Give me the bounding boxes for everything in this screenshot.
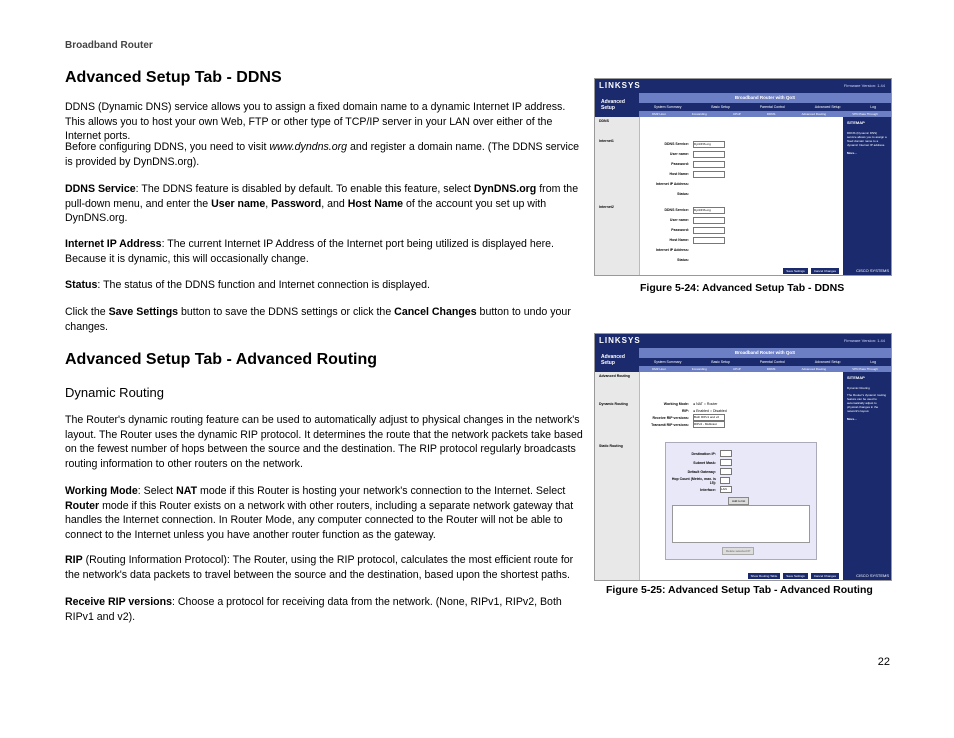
tab-basic-setup-2[interactable]: Basic Setup xyxy=(711,360,730,364)
ddns-before-paragraph: Before configuring DDNS, you need to visit www.dyndns.org and register a domain name. (The DDNS service is provided by DynDNS.org). xyxy=(65,141,580,168)
subtab-dmz-host[interactable]: DMZ Host xyxy=(652,112,666,116)
password-field[interactable] xyxy=(693,161,725,168)
receive-rip-select[interactable]: Both RIPv1 and v2 xyxy=(693,414,725,421)
ddns-service-select[interactable]: DynDNS.org xyxy=(693,141,725,148)
routing-intro: The Router's dynamic routing feature can be used to automatically adjust to physical changes in the network's layout. The Router uses the dynamic RIP protocol. It determines the route that the network packets take based on the fewest number of hops between the source and the destination. The RIP protocol regularly broadcasts routing information to other routers on the network. xyxy=(65,414,583,470)
product-name-2: Broadband Router with QoS xyxy=(639,348,891,358)
subtab-ddns-2[interactable]: DDNS xyxy=(766,367,776,371)
subtab-advanced-routing[interactable]: Advanced Routing xyxy=(801,112,827,116)
ddns-help-text: DDNS (Dynamic DNS) service allows you to assign a fixed domain name to a dynamic Internet IP address. xyxy=(847,131,887,147)
dynamic-routing-subheading: Dynamic Routing xyxy=(65,385,164,400)
rip-paragraph: RIP (Routing Information Protocol): The Router, using the RIP protocol, calculates the most efficient route for the network's data packets to travel between the source and the destination, based upon the shortest paths. xyxy=(65,554,574,581)
subtab-dmz-host-2[interactable]: DMZ Host xyxy=(652,367,666,371)
ddns-button-bar xyxy=(783,267,839,275)
routing-list-box[interactable] xyxy=(672,505,810,543)
internet2-label: Internet2 xyxy=(599,205,614,209)
firmware-version-2: Firmware Version: 1.44 xyxy=(843,338,885,343)
subtab-ddns[interactable]: DDNS xyxy=(766,112,776,116)
figure-5-24-caption: Figure 5-24: Advanced Setup Tab - DDNS xyxy=(640,282,845,294)
nat-radio[interactable]: ● NAT xyxy=(693,401,703,406)
gateway-field[interactable] xyxy=(720,468,732,475)
rip-enabled-radio[interactable]: ● Enabled xyxy=(693,408,709,413)
product-name: Broadband Router with QoS xyxy=(639,93,891,103)
running-header: Broadband Router xyxy=(65,40,153,51)
delete-selected-button[interactable]: Delete selected IP xyxy=(722,547,754,555)
routing-help-text: The Router's dynamic routing feature can be used to automatically adjust to physical changes in the network's layout. xyxy=(847,393,887,413)
tab-parental-control-2[interactable]: Parental Control xyxy=(759,360,786,364)
internet1-label: Internet1 xyxy=(599,139,614,143)
dest-ip-field[interactable] xyxy=(720,450,732,457)
hop-count-field[interactable] xyxy=(720,477,730,484)
subtab-forwarding-2[interactable]: Forwarding xyxy=(691,367,707,371)
status-paragraph: Status: The status of the DDNS function and Internet connection is displayed. xyxy=(65,279,430,291)
tab-system-summary-2[interactable]: System Summary xyxy=(653,360,682,364)
linksys-logo: LINKSYS xyxy=(599,81,641,90)
subtab-forwarding[interactable]: Forwarding xyxy=(691,112,707,116)
ddns-intro: DDNS (Dynamic DNS) service allows you to assign a fixed domain name to a dynamic Internet IP address. This allows you to host your own Web, FTP or other type of TCP/IP server in your LAN over either of the Internet ports. xyxy=(65,101,566,142)
more-link[interactable]: More... xyxy=(847,151,857,155)
section-title: Advanced Setup xyxy=(595,93,639,117)
main-tabs-2 xyxy=(639,358,891,366)
subtab-upnp[interactable]: UPnP xyxy=(732,112,741,116)
routing-heading: Advanced Setup Tab - Advanced Routing xyxy=(65,351,378,368)
subtab-advanced-routing-2[interactable]: Advanced Routing xyxy=(801,367,827,371)
ddns-service-select-2[interactable]: DynDNS.org xyxy=(693,207,725,214)
tab-log[interactable]: Log xyxy=(870,105,877,109)
show-routing-table-button[interactable]: Show Routing Table xyxy=(748,573,781,579)
receive-rip-paragraph: Receive RIP versions: Choose a protocol for receiving data from the network. (None, RIPv1, RIPv2, Both RIPv1 and v2). xyxy=(65,596,562,623)
cancel-changes-button-2[interactable]: Cancel Changes xyxy=(811,573,839,579)
ddns-side-label: DDNS xyxy=(599,119,609,123)
dynamic-routing-form: Working Mode: ● NAT ○ Router RIP: ● Enabled ○ Disabled Receive RIP versions: Both RIPv1 and v2 Transmit RIP versions: RIPv2 - Multicast xyxy=(651,401,727,427)
username-field-2[interactable] xyxy=(693,217,725,224)
more-link-2[interactable]: More... xyxy=(847,417,857,421)
ddns-screenshot xyxy=(594,78,892,276)
save-settings-button-2[interactable]: Save Settings xyxy=(783,573,808,579)
transmit-rip-select[interactable]: RIPv2 - Multicast xyxy=(693,421,725,428)
tab-basic-setup[interactable]: Basic Setup xyxy=(711,105,730,109)
tab-parental-control[interactable]: Parental Control xyxy=(759,105,786,109)
dynamic-routing-label: Dynamic Routing xyxy=(599,402,628,406)
section-title-2: Advanced Setup xyxy=(595,348,639,372)
add-to-list-button[interactable]: Add to list xyxy=(728,497,749,505)
ddns-heading: Advanced Setup Tab - DDNS xyxy=(65,69,282,86)
figure-5-25-caption: Figure 5-25: Advanced Setup Tab - Advanced Routing xyxy=(606,584,873,596)
routing-screenshot xyxy=(594,333,892,581)
save-cancel-paragraph: Click the Save Settings button to save the DDNS settings or click the Cancel Changes button to undo your changes. xyxy=(65,306,571,333)
subtab-upnp-2[interactable]: UPnP xyxy=(732,367,741,371)
tab-system-summary[interactable]: System Summary xyxy=(653,105,682,109)
hostname-field-2[interactable] xyxy=(693,237,725,244)
username-field[interactable] xyxy=(693,151,725,158)
internet1-form: DDNS Service: DynDNS.org User name: Password: Host Name: Internet IP Address: Status: xyxy=(643,139,839,199)
password-field-2[interactable] xyxy=(693,227,725,234)
hostname-field[interactable] xyxy=(693,171,725,178)
screenshot-header-bar-2 xyxy=(595,334,891,348)
main-tabs xyxy=(639,103,891,111)
ddns-help-panel xyxy=(843,117,891,275)
tab-log-2[interactable]: Log xyxy=(870,360,877,364)
save-settings-button[interactable]: Save Settings xyxy=(783,268,808,274)
cisco-logo-2: CISCO SYSTEMS xyxy=(856,573,889,578)
sitemap-label: SITEMAP xyxy=(847,120,865,125)
static-routing-label: Static Routing xyxy=(599,444,623,448)
routing-sidebar xyxy=(595,372,640,580)
linksys-logo-2: LINKSYS xyxy=(599,336,641,345)
routing-help-panel xyxy=(843,372,891,580)
screenshot-header-bar xyxy=(595,79,891,93)
dyndns-link-text: www.dyndns.org xyxy=(269,141,348,153)
routing-button-bar xyxy=(748,572,839,580)
internet2-form: DDNS Service: DynDNS.org User name: Password: Host Name: Internet IP Address: Status: xyxy=(643,205,839,265)
advanced-routing-side-label: Advanced Routing xyxy=(599,374,630,378)
ddns-service-paragraph: DDNS Service: The DDNS feature is disabled by default. To enable this feature, select DynDNS.org from the pull-down menu, and enter the User name, Password, and Host Name of the account you set up with DynDNS.org. xyxy=(65,183,579,224)
sitemap-label-2: SITEMAP xyxy=(847,375,865,380)
subnet-field[interactable] xyxy=(720,459,732,466)
static-routing-panel: Destination IP: Subnet Mask: Default Gateway: Hop Count (Metric, max. is 15): Interface: LAN Add to list Delete selected IP xyxy=(665,442,817,560)
cancel-changes-button[interactable]: Cancel Changes xyxy=(811,268,839,274)
rip-disabled-radio[interactable]: ○ Disabled xyxy=(709,408,727,413)
cisco-logo: CISCO SYSTEMS xyxy=(856,268,889,273)
tab-advanced-setup-2[interactable]: Advanced Setup xyxy=(814,360,841,364)
router-radio[interactable]: ○ Router xyxy=(703,401,718,406)
routing-help-title: Dynamic Routing xyxy=(847,386,870,390)
ddns-sidebar xyxy=(595,117,640,275)
internet-ip-paragraph: Internet IP Address: The current Internet IP Address of the Internet port being utilized is displayed here. Because it is dynamic, this will occasionally change. xyxy=(65,238,554,265)
firmware-version: Firmware Version: 1.44 xyxy=(843,83,885,88)
page-number: 22 xyxy=(877,656,890,668)
tab-advanced-setup[interactable]: Advanced Setup xyxy=(814,105,841,109)
subtab-vpn[interactable]: VPN Pass Through xyxy=(852,112,878,116)
subtab-vpn-2[interactable]: VPN Pass Through xyxy=(852,367,878,371)
interface-select[interactable]: LAN xyxy=(720,486,732,493)
working-mode-paragraph: Working Mode: Select NAT mode if this Router is hosting your network's connection to the Internet. Select Router mode if this Router exists on a network with other routers, including a separate network gateway that handles the Internet connection. In Router Mode, any computer connected to the Router will not be able to connect to the Internet unless you have another router function as the gateway. xyxy=(65,485,574,541)
